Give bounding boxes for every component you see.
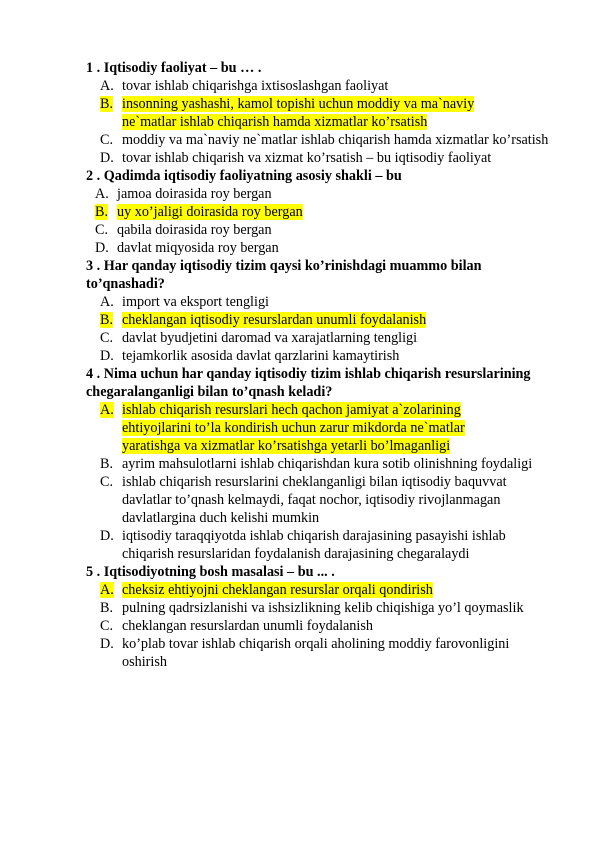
option-letter: B. (100, 312, 114, 328)
question-5 (86, 563, 556, 671)
option-b (86, 455, 556, 473)
option-text: cheksiz ehtiyojni cheklangan resurslar orqali qondirish (122, 582, 433, 598)
option-text: tejamkorlik asosida davlat qarzlarini kamaytirish (122, 348, 400, 364)
question-4 (86, 365, 556, 563)
option-text: davlat byudjetini daromad va xarajatlarning tengligi (122, 330, 418, 346)
option-letter: A. (100, 402, 114, 418)
option-text: iqtisodiy taraqqiyotda ishlab chiqarish darajasining pasayishi ishlab chiqarish resurslaridan foydalanish darajasining chegaralaydi (122, 528, 506, 562)
option-letter: C. (100, 474, 114, 490)
option-b (86, 599, 556, 617)
option-d (86, 149, 556, 167)
option-letter: A. (100, 582, 114, 598)
option-a-correct (86, 401, 556, 455)
option-text: ko’plab tovar ishlab chiqarish orqali aholining moddiy farovonligini oshirish (122, 636, 510, 670)
option-text: insonning yashashi, kamol topishi uchun moddiy va ma`naviy ne`matlar ishlab chiqarish hamda xizmatlar ko’rsatish (122, 96, 475, 130)
option-letter: D. (100, 528, 114, 544)
option-text: uy xo’jaligi doirasida roy bergan (117, 204, 303, 220)
option-b-correct (86, 95, 556, 131)
option-letter: C. (95, 222, 109, 238)
option-a (86, 185, 556, 203)
option-letter: D. (95, 240, 109, 256)
option-letter: C. (100, 618, 114, 634)
option-text: moddiy va ma`naviy ne`matlar ishlab chiqarish hamda xizmatlar ko’rsatish (122, 132, 549, 148)
question-title: 3 . Har qanday iqtisodiy tizim qaysi ko’rinishdagi muammo bilan to’qnashadi? (86, 258, 482, 292)
option-text: import va eksport tengligi (122, 294, 269, 310)
option-letter: D. (100, 636, 114, 652)
option-text: qabila doirasida roy bergan (117, 222, 272, 238)
option-letter: C. (100, 330, 114, 346)
option-letter: B. (100, 456, 114, 472)
option-text: ishlab chiqarish resurslarini cheklanganligi bilan iqtisodiy baquvvat davlatlar to’qnash kelmaydi, faqat nochor, iqtisodiy rivojlanmagan davlatlargina duch kelishi mumkin (122, 474, 507, 526)
option-text: jamoa doirasida roy bergan (117, 186, 272, 202)
option-letter: B. (100, 96, 114, 112)
option-letter: A. (95, 186, 109, 202)
option-a-correct (86, 581, 556, 599)
option-c (86, 221, 556, 239)
question-title: 1 . Iqtisodiy faoliyat – bu … . (86, 60, 262, 76)
option-letter: D. (100, 150, 114, 166)
option-text: tovar ishlab chiqarish va xizmat ko’rsatish – bu iqtisodiy faoliyat (122, 150, 492, 166)
option-text: cheklangan iqtisodiy resurslardan unumli foydalanish (122, 312, 427, 328)
question-1 (86, 59, 556, 167)
question-title: 4 . Nima uchun har qanday iqtisodiy tizim ishlab chiqarish resurslarining chegaralanganligi bilan to’qnash keladi? (86, 366, 531, 400)
option-letter: D. (100, 348, 114, 364)
question-3 (86, 257, 556, 365)
option-b-correct (86, 311, 556, 329)
option-d (86, 527, 556, 563)
option-a (86, 293, 556, 311)
question-title: 2 . Qadimda iqtisodiy faoliyatning asosiy shakli – bu (86, 168, 402, 184)
option-c (86, 617, 556, 635)
option-letter: B. (100, 600, 114, 616)
option-text: pulning qadrsizlanishi va ishsizlikning kelib chiqishiga yo’l qoymaslik (122, 600, 524, 616)
option-c (86, 473, 556, 527)
option-text: cheklangan resurslardan unumli foydalanish (122, 618, 373, 634)
option-text: ishlab chiqarish resurslari hech qachon jamiyat a`zolarining ehtiyojlarini to’la kondirish uchun zarur mikdorda ne`matlar yaratishga va xizmatlar ko’rsatishga yetarli bo’lmaganligi (122, 402, 465, 454)
option-text: tovar ishlab chiqarishga ixtisoslashgan faoliyat (122, 78, 389, 94)
option-letter: A. (100, 294, 114, 310)
option-text: ayrim mahsulotlarni ishlab chiqarishdan kura sotib olinishning foydaligi (122, 456, 533, 472)
option-letter: A. (100, 78, 114, 94)
option-d (86, 635, 556, 671)
option-b-correct (86, 203, 556, 221)
quiz-document (86, 59, 556, 671)
option-letter: B. (95, 204, 109, 220)
option-text: davlat miqyosida roy bergan (117, 240, 279, 256)
option-c (86, 131, 556, 149)
option-d (86, 347, 556, 365)
question-title: 5 . Iqtisodiyotning bosh masalasi – bu ... . (86, 564, 335, 580)
option-letter: C. (100, 132, 114, 148)
option-d (86, 239, 556, 257)
question-2 (86, 167, 556, 257)
option-a (86, 77, 556, 95)
option-c (86, 329, 556, 347)
